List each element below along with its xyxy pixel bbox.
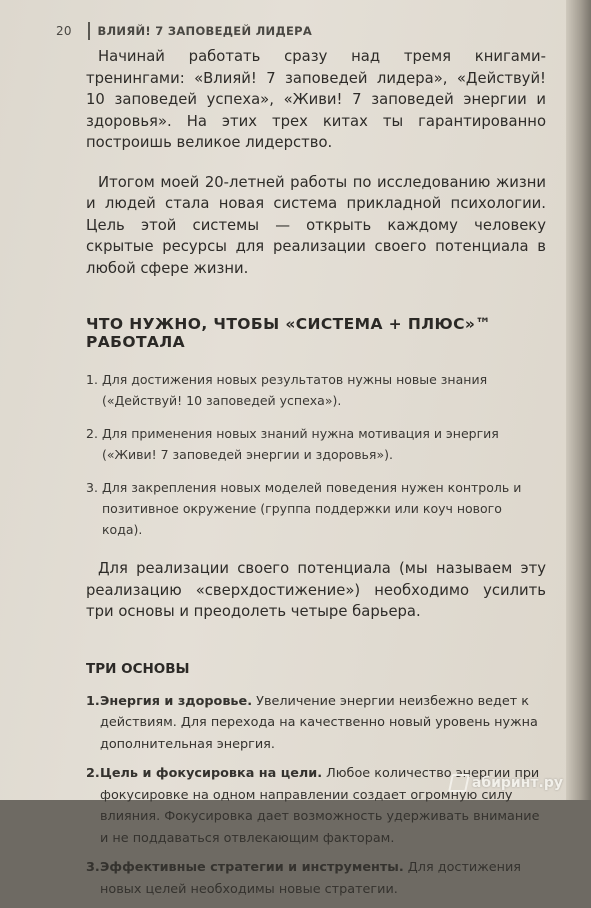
list-item-number: 2.: [86, 766, 100, 781]
list-item: [86, 369, 546, 411]
list-item-term: Энергия и здоровье.: [100, 693, 253, 709]
section-heading-three-foundations: ТРИ ОСНОВЫ: [86, 660, 190, 677]
list-item-term: Цель и фокусировка на цели.: [100, 766, 323, 781]
labirint-logo-icon: [448, 774, 470, 792]
foundations-list: [86, 691, 546, 901]
list-item-number: 3.: [86, 860, 100, 875]
paragraph-intro: Начинай работать сразу над тремя книгами-тренингами: «Влияй! 7 заповедей лидера», «Действуй! 10 заповедей успеха», «Живи! 7 заповедей энергии и здоровья». На этих трех китах ты гарантированно построишь великое лидерство.: [86, 48, 546, 151]
watermark-text: абиринт.ру: [471, 775, 563, 791]
list-item-number: 1.: [86, 693, 100, 709]
running-header: [56, 22, 312, 40]
list-item-text: Для закрепления новых моделей поведения нужен контроль и позитивное окружение (группа поддержки или коуч нового кода).: [102, 480, 522, 537]
list-item-text: Для достижения новых результатов нужны новые знания («Действуй! 10 заповедей успеха»).: [102, 372, 488, 408]
list-item-term: Эффективные стратегии и инструменты.: [100, 860, 404, 875]
header-divider: [88, 22, 90, 40]
list-item-number: 3.: [86, 480, 98, 495]
list-item-text: [100, 857, 546, 900]
requirements-list: [86, 369, 546, 540]
list-item-description: Любое количество энергии при фокусировке на одном направлении создает огромную силу влияния. Фокусировка дает возможность удерживать внимание и не поддаваться отвлекающим факторам.: [100, 766, 540, 846]
section-heading-system-plus: ЧТО НУЖНО, ЧТОБЫ «СИСТЕМА + ПЛЮС»™ РАБОТАЛА: [86, 315, 492, 351]
paragraph-system: Итогом моей 20-летней работы по исследованию жизни и людей стала новая система прикладной психологии. Цель этой системы — открыть каждому человеку скрытые ресурсы для реализации своего потенциала в любой сфере жизни.: [86, 173, 546, 277]
list-item-number: 2.: [86, 426, 98, 441]
list-item: [86, 857, 546, 900]
list-item-text: Для применения новых знаний нужна мотивация и энергия («Живи! 7 заповедей энергии и здоровья»).: [102, 426, 499, 462]
paragraph-potential: Для реализации своего потенциала (мы называем эту реализацию «сверхдостижение») необходимо усилить три основы и преодолеть четыре барьера.: [86, 560, 546, 620]
page-edge-shadow: [566, 0, 591, 800]
page-number: 20: [56, 24, 72, 38]
list-item: [86, 477, 546, 540]
list-item-description: Увеличение энергии неизбежно ведет к действиям. Для перехода на качественно новый уровень нужна дополнительная энергия.: [100, 693, 538, 752]
list-item-description: Для достижения новых целей необходимы новые стратегии.: [100, 860, 521, 897]
list-item: [86, 423, 546, 465]
list-item: [86, 691, 546, 756]
running-title: ВЛИЯЙ! 7 ЗАПОВЕДЕЙ ЛИДЕРА: [97, 24, 313, 38]
watermark: [450, 774, 563, 792]
list-item-number: 1.: [86, 372, 98, 387]
list-item-text: [100, 691, 546, 756]
